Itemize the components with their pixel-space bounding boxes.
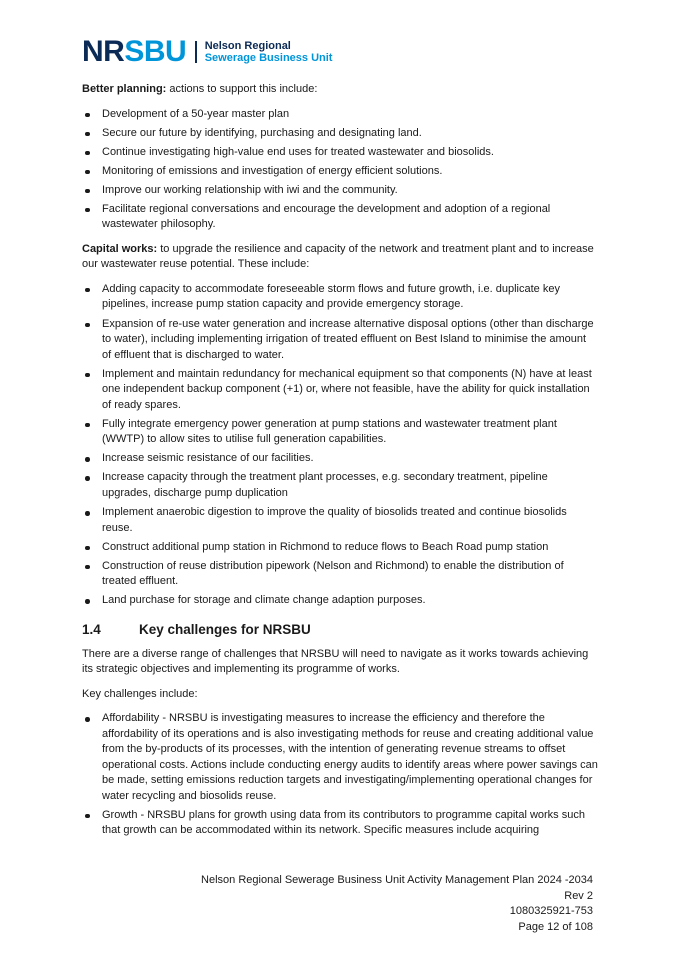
section-intro: There are a diverse range of challenges that NRSBU will need to navigate as it works towards achieving its strategic objectives and implementing its programme of works. xyxy=(82,647,589,676)
logo-text xyxy=(205,40,333,64)
list-item: Development of a 50-year master plan xyxy=(82,107,598,123)
footer-revision: Rev 2 xyxy=(564,889,593,902)
list-item: Construction of reuse distribution pipework (Nelson and Richmond) to enable the distribution of treated effluent. xyxy=(82,559,598,590)
planning-intro xyxy=(82,82,598,98)
logo-line-2: Sewerage Business Unit xyxy=(204,52,333,64)
list-item: Construct additional pump station in Richmond to reduce flows to Beach Road pump station xyxy=(82,540,598,556)
list-item: Expansion of re-use water generation and increase alternative disposal options (other than discharge to water), including implementing irrigation of treated effluent on Best Island to minimise the amount of effluent that is discharged to water. xyxy=(82,317,598,364)
list-item: Monitoring of emissions and investigation of energy efficient solutions. xyxy=(82,164,598,180)
planning-label: Better planning: xyxy=(82,83,167,95)
logo-divider xyxy=(195,41,197,63)
list-item: Affordability - NRSBU is investigating measures to increase the efficiency and therefore the affordability of its operations and is also investigating methods for reuse and creating additional value from the by-products of its processes, with the intention of generating revenue streams to offset operational costs. Actions include conducting energy audits to identify areas where power savings can be made, setting emissions reduction targets and investigating/implementing operational changes for water recycling and biosolids reuse. xyxy=(82,711,598,804)
list-item: Implement anaerobic digestion to improve the quality of biosolids treated and continue biosolids reuse. xyxy=(82,505,598,536)
logo-wordmark xyxy=(82,37,186,67)
list-item: Adding capacity to accommodate foreseeable storm flows and future growth, i.e. duplicate key pipelines, increase pump station capacity and provide emergency storage. xyxy=(82,282,598,313)
section-heading xyxy=(82,621,598,639)
document-body xyxy=(82,82,598,848)
list-item: Continue investigating high-value end uses for treated wastewater and biosolids. xyxy=(82,145,598,161)
list-item: Facilitate regional conversations and encourage the development and adoption of a regional wastewater philosophy. xyxy=(82,202,598,233)
planning-intro-text: actions to support this include: xyxy=(166,83,318,95)
challenges-list xyxy=(82,711,598,839)
list-item: Increase capacity through the treatment plant processes, e.g. secondary treatment, pipeline upgrades, discharge pump duplication xyxy=(82,470,598,501)
section-title: Key challenges for NRSBU xyxy=(139,621,311,637)
footer-title: Nelson Regional Sewerage Business Unit Activity Management Plan 2024 -2034 xyxy=(201,874,593,886)
section-lead: Key challenges include: xyxy=(82,687,198,700)
list-item: Fully integrate emergency power generation at pump stations and wastewater treatment plant (WWTP) to allow sites to utilise full generation capabilities. xyxy=(82,417,598,448)
nrsbu-logo xyxy=(82,36,332,68)
list-item: Growth - NRSBU plans for growth using data from its contributors to programme capital works such that growth can be accommodated within its network. Specific measures include acquiring xyxy=(82,808,598,839)
footer-doc-id: 1080325921-753 xyxy=(509,905,593,918)
page-footer xyxy=(201,873,593,935)
logo-mark-nr: NR xyxy=(82,35,125,68)
section-number: 1.4 xyxy=(82,621,101,637)
list-item: Improve our working relationship with iwi and the community. xyxy=(82,183,598,199)
capital-label: Capital works: xyxy=(82,242,158,255)
capital-list xyxy=(82,282,598,609)
capital-intro-text: to upgrade the resilience and capacity of the network and treatment plant and to increase our wastewater reuse potential. These include: xyxy=(82,242,594,271)
list-item: Land purchase for storage and climate change adaption purposes. xyxy=(82,593,598,609)
logo-mark-sbu: SBU xyxy=(124,35,187,68)
logo-line-1: Nelson Regional xyxy=(204,40,291,52)
list-item: Increase seismic resistance of our facilities. xyxy=(82,451,598,467)
list-item: Secure our future by identifying, purchasing and designating land. xyxy=(82,126,598,142)
planning-list xyxy=(82,107,598,233)
footer-page-number: Page 12 of 108 xyxy=(518,920,593,933)
list-item: Implement and maintain redundancy for mechanical equipment so that components (N) have at least one independent backup component (+1) or, where not feasible, have the ability for quick installation of ready spares. xyxy=(82,367,598,414)
capital-intro xyxy=(82,242,598,273)
